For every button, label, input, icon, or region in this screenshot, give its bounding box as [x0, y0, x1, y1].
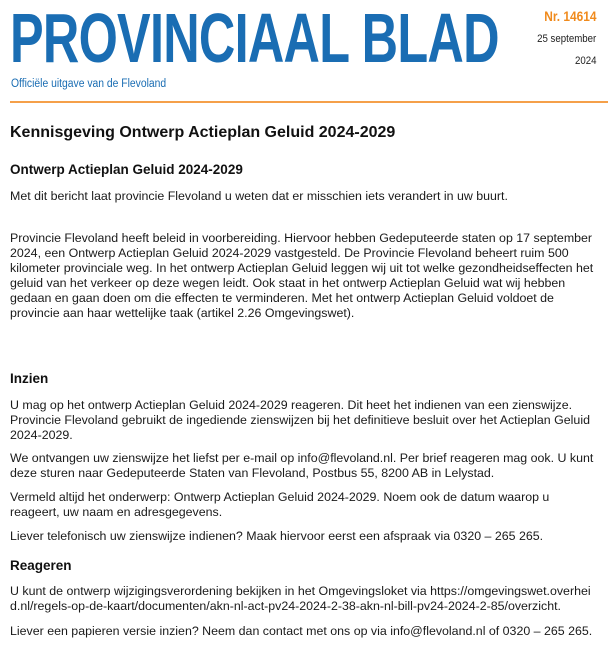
- publication-title: PROVINCIAAL BLAD: [10, 0, 499, 77]
- section-heading-inzien: Inzien: [10, 371, 49, 386]
- masthead: [0, 0, 608, 104]
- article-title: Kennisgeving Ontwerp Actieplan Geluid 2024-2029: [10, 124, 396, 141]
- inzien-paragraph-3: Vermeld altijd het onderwerp: Ontwerp Actieplan Geluid 2024-2029. Noem ook de datum waarop u reageert, uw naam en adresgegevens.: [10, 490, 550, 519]
- reageren-paragraph-1: U kunt de ontwerp wijzigingsverordening bekijken in het Omgevingsloket via https://omgevingswet.overheid.nl/regels-op-de-kaart/documenten/akn-nl-act-pv24-2024-2-38-akn-nl-bill-pv24-2024-2-85/overzicht.: [10, 584, 591, 613]
- inzien-paragraph-4: Liever telefonisch uw zienswijze indienen? Maak hiervoor eerst een afspraak via 0320 – 265 265.: [10, 529, 544, 543]
- issue-number: Nr. 14614: [543, 8, 596, 24]
- inzien-paragraph-2: We ontvangen uw zienswijze het liefst per e-mail op info@flevoland.nl. Per brief reageren mag ook. U kunt deze sturen naar Gedeputeerde Staten van Flevoland, Postbus 55, 8200 AB in Lelystad.: [10, 451, 594, 480]
- inzien-paragraph-1: U mag op het ontwerp Actieplan Geluid 2024-2029 reageren. Dit heet het indienen van een zienswijze. Provincie Flevoland gebruikt de ingediende zienswijzen bij het definitieve besluit over het Actieplan Geluid 2024-2029.: [10, 398, 590, 442]
- article-subtitle: Ontwerp Actieplan Geluid 2024-2029: [10, 162, 243, 177]
- publication-subtitle: Officiële uitgave van de Flevoland: [11, 78, 167, 90]
- article-body: Provincie Flevoland heeft beleid in voorbereiding. Hiervoor hebben Gedeputeerde staten op 17 september 2024, een Ontwerp Actieplan Geluid 2024-2029 vastgesteld. De Provincie Flevoland beheert ruim 500 kilometer provinciale weg. In het ontwerp Actieplan Geluid leggen wij uit tot welke gezondheidseffecten het geluid van het verkeer op deze wegen leidt. Ook staat in het ontwerp Actieplan Geluid wat wij hebben gedaan en gaan doen om die effecten te verminderen. Met het ontwerp Actieplan Geluid voldoet de provincie aan haar wettelijke taak (artikel 2.26 Omgevingswet).: [10, 231, 594, 320]
- issue-date-year: 2024: [574, 55, 596, 67]
- header-divider: [10, 101, 608, 103]
- issue-date-day: 25 september: [536, 33, 596, 45]
- section-heading-reageren: Reageren: [10, 558, 72, 573]
- article-intro: Met dit bericht laat provincie Flevoland u weten dat er misschien iets verandert in uw buurt.: [10, 189, 508, 203]
- reageren-paragraph-2: Liever een papieren versie inzien? Neem dan contact met ons op via info@flevoland.nl of 0320 – 265 265.: [10, 624, 593, 638]
